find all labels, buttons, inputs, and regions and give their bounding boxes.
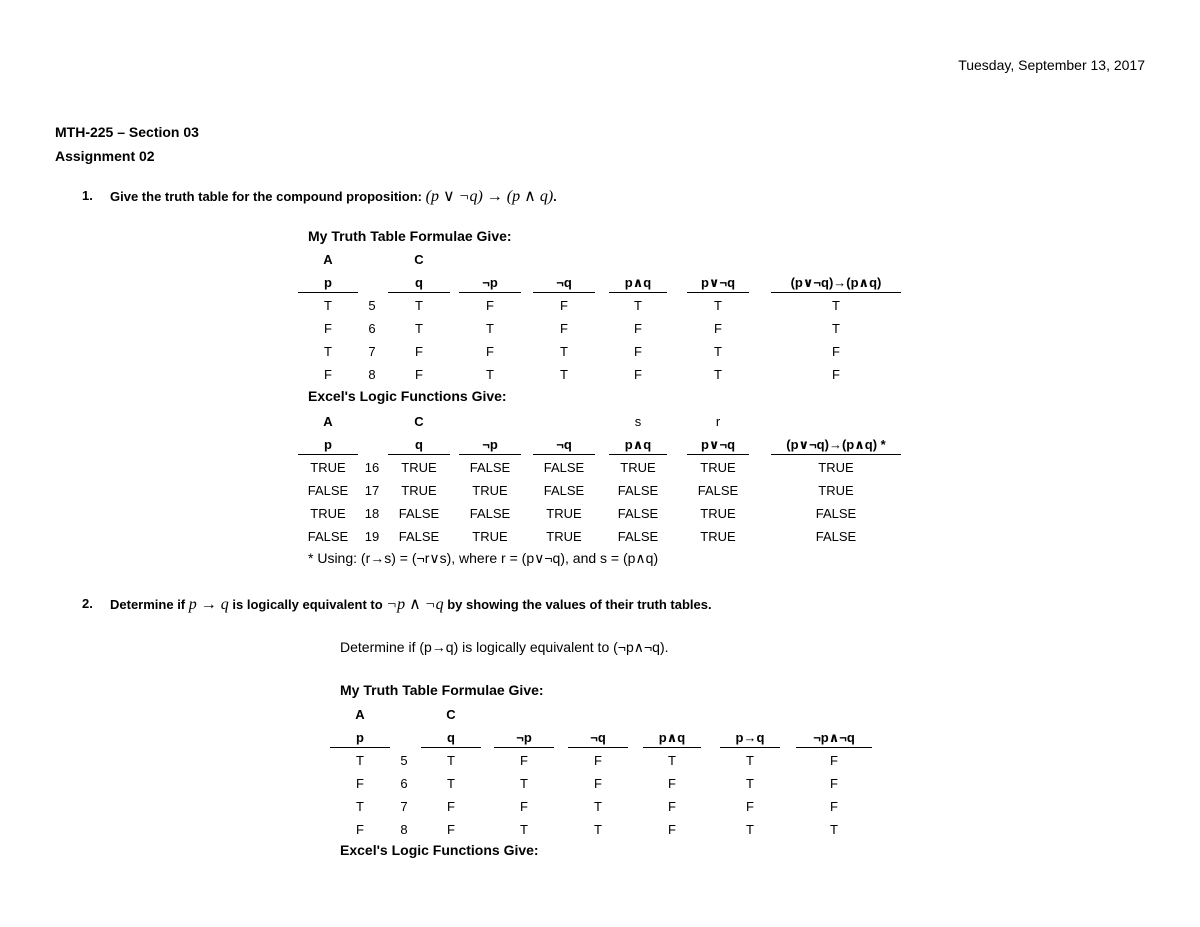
table-cell: F (447, 822, 455, 837)
table-cell: F (356, 822, 364, 837)
header-underline (388, 292, 450, 293)
q2-subtitle: Determine if (p→q) is logically equivalent to (¬p∧¬q). (340, 639, 669, 655)
table-cell: FALSE (815, 506, 857, 521)
table-cell: T (832, 321, 840, 336)
question-1-prompt: Give the truth table for the compound proposition: (110, 189, 422, 204)
table-cell: T (560, 344, 568, 359)
table-cell: F (447, 799, 455, 814)
table-cell: TRUE (546, 529, 582, 544)
table-cell: TRUE (310, 460, 346, 475)
table-cell: T (830, 822, 838, 837)
table-cell: F (830, 776, 838, 791)
table-cell: T (486, 321, 494, 336)
table-header-row (298, 273, 918, 293)
table-row (330, 797, 950, 817)
question-2-number: 2. (82, 596, 93, 611)
question-1-text (110, 186, 557, 206)
table-cell: T (668, 753, 676, 768)
table-cell: TRUE (310, 506, 346, 521)
row-number: 5 (368, 298, 376, 313)
table-cell: F (634, 344, 642, 359)
table-cell: TRUE (620, 460, 656, 475)
table-cell: F (634, 367, 642, 382)
table-cell: F (486, 298, 494, 313)
table-row (298, 504, 918, 524)
table-cell: T (415, 321, 423, 336)
table-cell: F (594, 753, 602, 768)
column-header: q (415, 437, 423, 452)
q2-my-table-title: My Truth Table Formulae Give: (340, 682, 544, 698)
column-header: p (324, 437, 332, 452)
table-cell: FALSE (815, 529, 857, 544)
table-cell: FALSE (398, 529, 440, 544)
column-header: ¬q (590, 730, 606, 745)
table-letter-row (298, 412, 918, 432)
header-underline (687, 454, 749, 455)
row-number: 16 (364, 460, 380, 475)
header-underline (421, 747, 481, 748)
column-letter: s (634, 414, 642, 429)
column-header: (p∨¬q)→(p∧q) (790, 275, 882, 290)
table-cell: T (746, 753, 754, 768)
table-cell: F (668, 776, 676, 791)
column-header: p (324, 275, 332, 290)
column-header: ¬p (516, 730, 532, 745)
column-header: p∧q (658, 730, 686, 745)
table-cell: F (356, 776, 364, 791)
table-cell: T (486, 367, 494, 382)
table-cell: TRUE (472, 483, 508, 498)
column-header: p∧q (624, 437, 652, 452)
row-number: 7 (368, 344, 376, 359)
column-header: p∨¬q (700, 275, 736, 290)
table-row (298, 365, 918, 385)
table-cell: T (714, 298, 722, 313)
column-header: (p∨¬q)→(p∧q) * (786, 437, 886, 452)
table-cell: TRUE (546, 506, 582, 521)
column-header: p∧q (624, 275, 652, 290)
table-cell: F (520, 799, 528, 814)
header-underline (687, 292, 749, 293)
table-cell: T (447, 776, 455, 791)
column-header: ¬q (556, 275, 572, 290)
question-2-prompt-end: by showing the values of their truth tables. (447, 597, 712, 612)
table-cell: F (594, 776, 602, 791)
column-header: ¬p (482, 275, 498, 290)
table-cell: TRUE (472, 529, 508, 544)
table-row (330, 751, 950, 771)
table-cell: FALSE (469, 460, 511, 475)
header-underline (771, 292, 901, 293)
table-cell: F (830, 799, 838, 814)
header-underline (459, 292, 521, 293)
table-row (330, 774, 950, 794)
column-letter: C (414, 414, 424, 429)
table-cell: FALSE (543, 460, 585, 475)
table-row (298, 342, 918, 362)
question-2-text (110, 594, 712, 614)
table-row (298, 527, 918, 547)
table-cell: T (746, 776, 754, 791)
q2-excel-table-title: Excel's Logic Functions Give: (340, 842, 539, 858)
table-cell: F (832, 367, 840, 382)
column-header: p∨¬q (700, 437, 736, 452)
table-cell: T (560, 367, 568, 382)
question-2-formula-2: ¬p ∧ ¬q (386, 596, 444, 613)
q1-footnote: * Using: (r→s) = (¬r∨s), where r = (p∨¬q), and s = (p∧q) (308, 550, 659, 566)
q1-excel-table-title: Excel's Logic Functions Give: (308, 388, 507, 404)
table-cell: FALSE (617, 483, 659, 498)
table-cell: TRUE (700, 460, 736, 475)
column-header: ¬p (482, 437, 498, 452)
header-underline (533, 454, 595, 455)
table-letter-row (330, 705, 950, 725)
table-header-row (330, 728, 950, 748)
table-cell: FALSE (697, 483, 739, 498)
table-cell: T (356, 799, 364, 814)
row-number: 6 (368, 321, 376, 336)
column-letter: r (715, 414, 721, 429)
column-header: q (415, 275, 423, 290)
table-cell: F (520, 753, 528, 768)
question-2-prompt-mid: is logically equivalent to (232, 597, 383, 612)
table-cell: F (714, 321, 722, 336)
table-cell: T (714, 344, 722, 359)
table-cell: TRUE (818, 483, 854, 498)
header-underline (298, 292, 358, 293)
header-underline (643, 747, 701, 748)
header-underline (568, 747, 628, 748)
table-row (298, 319, 918, 339)
row-number: 18 (364, 506, 380, 521)
table-cell: TRUE (818, 460, 854, 475)
course-title: MTH-225 – Section 03 (55, 124, 199, 140)
table-cell: FALSE (469, 506, 511, 521)
column-letter: A (355, 707, 365, 722)
question-2-prompt-start: Determine if (110, 597, 186, 612)
table-cell: F (668, 799, 676, 814)
table-cell: F (324, 367, 332, 382)
table-letter-row (298, 250, 918, 270)
header-underline (298, 454, 358, 455)
row-number: 7 (400, 799, 408, 814)
table-cell: F (324, 321, 332, 336)
table-cell: T (714, 367, 722, 382)
column-header: ¬q (556, 437, 572, 452)
row-number: 8 (400, 822, 408, 837)
column-letter: C (446, 707, 456, 722)
table-cell: FALSE (307, 483, 349, 498)
table-cell: T (324, 344, 332, 359)
table-cell: FALSE (543, 483, 585, 498)
table-cell: T (746, 822, 754, 837)
table-header-row (298, 435, 918, 455)
question-1-number: 1. (82, 188, 93, 203)
table-cell: F (415, 367, 423, 382)
row-number: 19 (364, 529, 380, 544)
question-2-formula-1: p → q (188, 596, 229, 613)
column-header: p→q (735, 730, 765, 745)
column-letter: C (414, 252, 424, 267)
column-letter: A (323, 252, 333, 267)
q1-my-table-title: My Truth Table Formulae Give: (308, 228, 512, 244)
table-cell: F (415, 344, 423, 359)
header-underline (494, 747, 554, 748)
table-cell: TRUE (700, 506, 736, 521)
question-1-formula: (p ∨ ¬q) → (p ∧ q) (425, 188, 554, 205)
table-cell: FALSE (617, 529, 659, 544)
table-row (330, 820, 950, 840)
column-letter: A (323, 414, 333, 429)
table-cell: T (447, 753, 455, 768)
table-cell: F (560, 298, 568, 313)
table-cell: FALSE (307, 529, 349, 544)
row-number: 6 (400, 776, 408, 791)
date: Tuesday, September 13, 2017 (958, 57, 1145, 73)
table-cell: T (832, 298, 840, 313)
table-cell: T (415, 298, 423, 313)
header-underline (388, 454, 450, 455)
table-cell: F (832, 344, 840, 359)
table-cell: T (520, 822, 528, 837)
table-row (298, 481, 918, 501)
row-number: 8 (368, 367, 376, 382)
table-cell: FALSE (398, 506, 440, 521)
table-cell: F (560, 321, 568, 336)
header-underline (459, 454, 521, 455)
column-header: q (447, 730, 455, 745)
header-underline (330, 747, 390, 748)
table-cell: TRUE (700, 529, 736, 544)
row-number: 5 (400, 753, 408, 768)
header-underline (771, 454, 901, 455)
table-cell: T (594, 822, 602, 837)
header-underline (533, 292, 595, 293)
table-cell: F (486, 344, 494, 359)
question-1-period: . (553, 189, 557, 204)
header-underline (796, 747, 872, 748)
table-row (298, 296, 918, 316)
table-cell: F (746, 799, 754, 814)
table-cell: T (594, 799, 602, 814)
table-cell: FALSE (617, 506, 659, 521)
header-underline (609, 292, 667, 293)
table-row (298, 458, 918, 478)
table-cell: TRUE (401, 460, 437, 475)
table-cell: F (830, 753, 838, 768)
header-underline (609, 454, 667, 455)
column-header: p (356, 730, 364, 745)
row-number: 17 (364, 483, 380, 498)
table-cell: F (668, 822, 676, 837)
table-cell: T (356, 753, 364, 768)
header-underline (720, 747, 780, 748)
table-cell: T (634, 298, 642, 313)
assignment-title: Assignment 02 (55, 148, 155, 164)
table-cell: T (324, 298, 332, 313)
table-cell: TRUE (401, 483, 437, 498)
table-cell: T (520, 776, 528, 791)
table-cell: F (634, 321, 642, 336)
column-header: ¬p∧¬q (813, 730, 855, 745)
